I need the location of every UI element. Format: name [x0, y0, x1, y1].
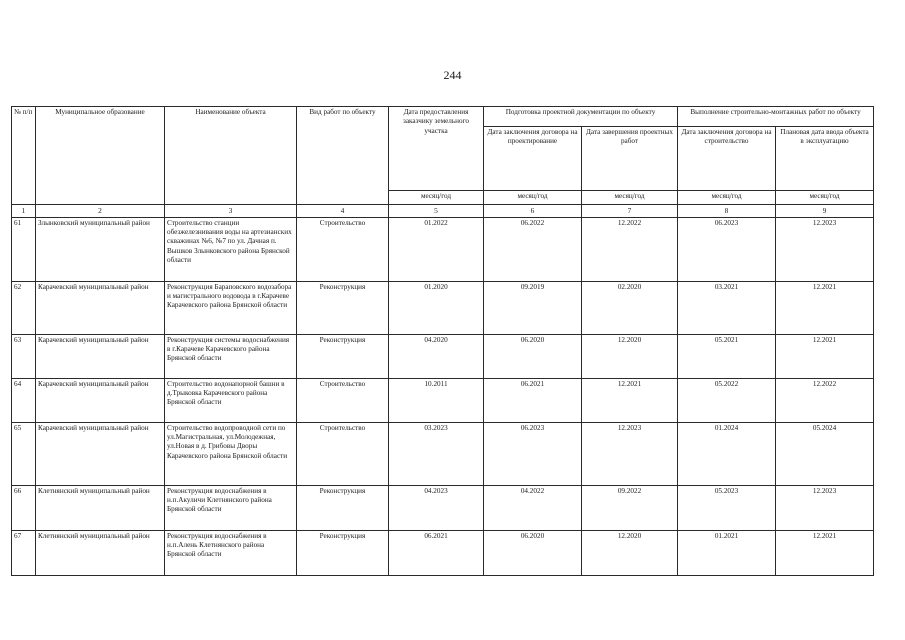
cell-object: Строительство водопроводной сети по ул.Магистральная, ул.Молодежная, ул.Новая в д. Грибовы Дворы Карачевского района Брянской области [165, 422, 297, 485]
table-body [12, 217, 874, 575]
column-number: 6 [484, 205, 582, 218]
cell-commission: 12.2022 [776, 378, 874, 422]
header-land-date: Дата предоставления заказчику земельного участка [389, 107, 484, 191]
cell-construction-contract: 01.2024 [678, 422, 776, 485]
header-design-group: Подготовка проектной документации по объекту [484, 107, 678, 127]
cell-object: Реконструкция Бараповского водозабора и магистрального водовода в г.Карачеве Карачевского района Брянской области [165, 281, 297, 334]
cell-design-done: 12.2022 [582, 217, 678, 281]
header-work-type: Вид работ по объекту [297, 107, 389, 205]
cell-num: 66 [12, 485, 36, 530]
cell-work-type: Строительство [297, 422, 389, 485]
cell-land-date: 06.2021 [389, 530, 484, 575]
column-number: 1 [12, 205, 36, 218]
unit-construction-contract: месяц/год [678, 191, 776, 205]
cell-design-contract: 04.2022 [484, 485, 582, 530]
cell-design-contract: 06.2020 [484, 530, 582, 575]
cell-land-date: 10.2011 [389, 378, 484, 422]
cell-work-type: Реконструкция [297, 334, 389, 378]
column-number: 4 [297, 205, 389, 218]
column-number: 3 [165, 205, 297, 218]
cell-municipality: Карачевский муниципальный район [36, 334, 165, 378]
cell-object: Строительство водонапорной башни в д.Трыковка Карачевского района Брянской области [165, 378, 297, 422]
cell-design-done: 12.2021 [582, 378, 678, 422]
unit-land: месяц/год [389, 191, 484, 205]
cell-design-contract: 06.2021 [484, 378, 582, 422]
table-row [12, 334, 874, 378]
cell-design-contract: 06.2023 [484, 422, 582, 485]
cell-design-done: 12.2020 [582, 530, 678, 575]
cell-work-type: Строительство [297, 378, 389, 422]
cell-design-done: 09.2022 [582, 485, 678, 530]
header-construction-contract: Дата заключения договора на строительство [678, 127, 776, 191]
cell-num: 62 [12, 281, 36, 334]
cell-design-done: 12.2020 [582, 334, 678, 378]
cell-num: 64 [12, 378, 36, 422]
header-num: № п/п [12, 107, 36, 205]
header-design-done: Дата завершения проектных работ [582, 127, 678, 191]
column-number-row [12, 205, 874, 218]
cell-num: 63 [12, 334, 36, 378]
cell-construction-contract: 05.2021 [678, 334, 776, 378]
unit-design-contract: месяц/год [484, 191, 582, 205]
unit-commission: месяц/год [776, 191, 874, 205]
cell-work-type: Реконструкция [297, 485, 389, 530]
unit-design-done: месяц/год [582, 191, 678, 205]
header-municipality: Муниципальное образование [36, 107, 165, 205]
cell-design-contract: 06.2022 [484, 217, 582, 281]
cell-commission: 12.2021 [776, 334, 874, 378]
column-number: 8 [678, 205, 776, 218]
cell-design-contract: 09.2019 [484, 281, 582, 334]
cell-commission: 05.2024 [776, 422, 874, 485]
header-construction-group: Выполнение строительно-монтажных работ по объекту [678, 107, 874, 127]
table-row [12, 530, 874, 575]
cell-land-date: 04.2020 [389, 334, 484, 378]
cell-work-type: Реконструкция [297, 281, 389, 334]
cell-construction-contract: 01.2021 [678, 530, 776, 575]
cell-object: Реконструкция водоснабжения в н.п.Алень Клетнянского района Брянской области [165, 530, 297, 575]
cell-num: 65 [12, 422, 36, 485]
column-number: 5 [389, 205, 484, 218]
cell-land-date: 01.2022 [389, 217, 484, 281]
header-design-contract: Дата заключения договора на проектирование [484, 127, 582, 191]
cell-object: Строительство станции обезжелезнивания воды на артезианских скважинах №6, №7 по ул. Дачная п. Вышков Злынковского района Брянской области [165, 217, 297, 281]
header-object: Наименование объекта [165, 107, 297, 205]
cell-municipality: Злынковский муниципальный район [36, 217, 165, 281]
cell-design-done: 02.2020 [582, 281, 678, 334]
cell-work-type: Реконструкция [297, 530, 389, 575]
cell-design-done: 12.2023 [582, 422, 678, 485]
cell-num: 67 [12, 530, 36, 575]
column-number: 9 [776, 205, 874, 218]
cell-commission: 12.2021 [776, 530, 874, 575]
cell-land-date: 03.2023 [389, 422, 484, 485]
table-row [12, 217, 874, 281]
table-row [12, 422, 874, 485]
cell-municipality: Клетнянский муниципальный район [36, 485, 165, 530]
table-row [12, 281, 874, 334]
cell-object: Реконструкция системы водоснабжения в г.Карачеве Карачевского района Брянской области [165, 334, 297, 378]
cell-work-type: Строительство [297, 217, 389, 281]
cell-land-date: 01.2020 [389, 281, 484, 334]
cell-construction-contract: 05.2023 [678, 485, 776, 530]
cell-municipality: Карачевский муниципальный район [36, 281, 165, 334]
cell-construction-contract: 05.2022 [678, 378, 776, 422]
table-header [12, 107, 874, 218]
cell-land-date: 04.2023 [389, 485, 484, 530]
column-number: 2 [36, 205, 165, 218]
page-number: 244 [443, 68, 462, 82]
table-row [12, 485, 874, 530]
cell-construction-contract: 03.2021 [678, 281, 776, 334]
cell-object: Реконструкция водоснабжения в н.п.Акуличи Клетнянского района Брянской области [165, 485, 297, 530]
cell-commission: 12.2023 [776, 485, 874, 530]
cell-commission: 12.2023 [776, 217, 874, 281]
cell-design-contract: 06.2020 [484, 334, 582, 378]
cell-municipality: Клетнянский муниципальный район [36, 530, 165, 575]
cell-municipality: Карачевский муниципальный район [36, 378, 165, 422]
object-schedule-table [11, 106, 874, 576]
header-commission: Плановая дата ввода объекта в эксплуатацию [776, 127, 874, 191]
cell-num: 61 [12, 217, 36, 281]
table-row [12, 378, 874, 422]
cell-construction-contract: 06.2023 [678, 217, 776, 281]
column-number: 7 [582, 205, 678, 218]
cell-commission: 12.2021 [776, 281, 874, 334]
cell-municipality: Карачевский муниципальный район [36, 422, 165, 485]
